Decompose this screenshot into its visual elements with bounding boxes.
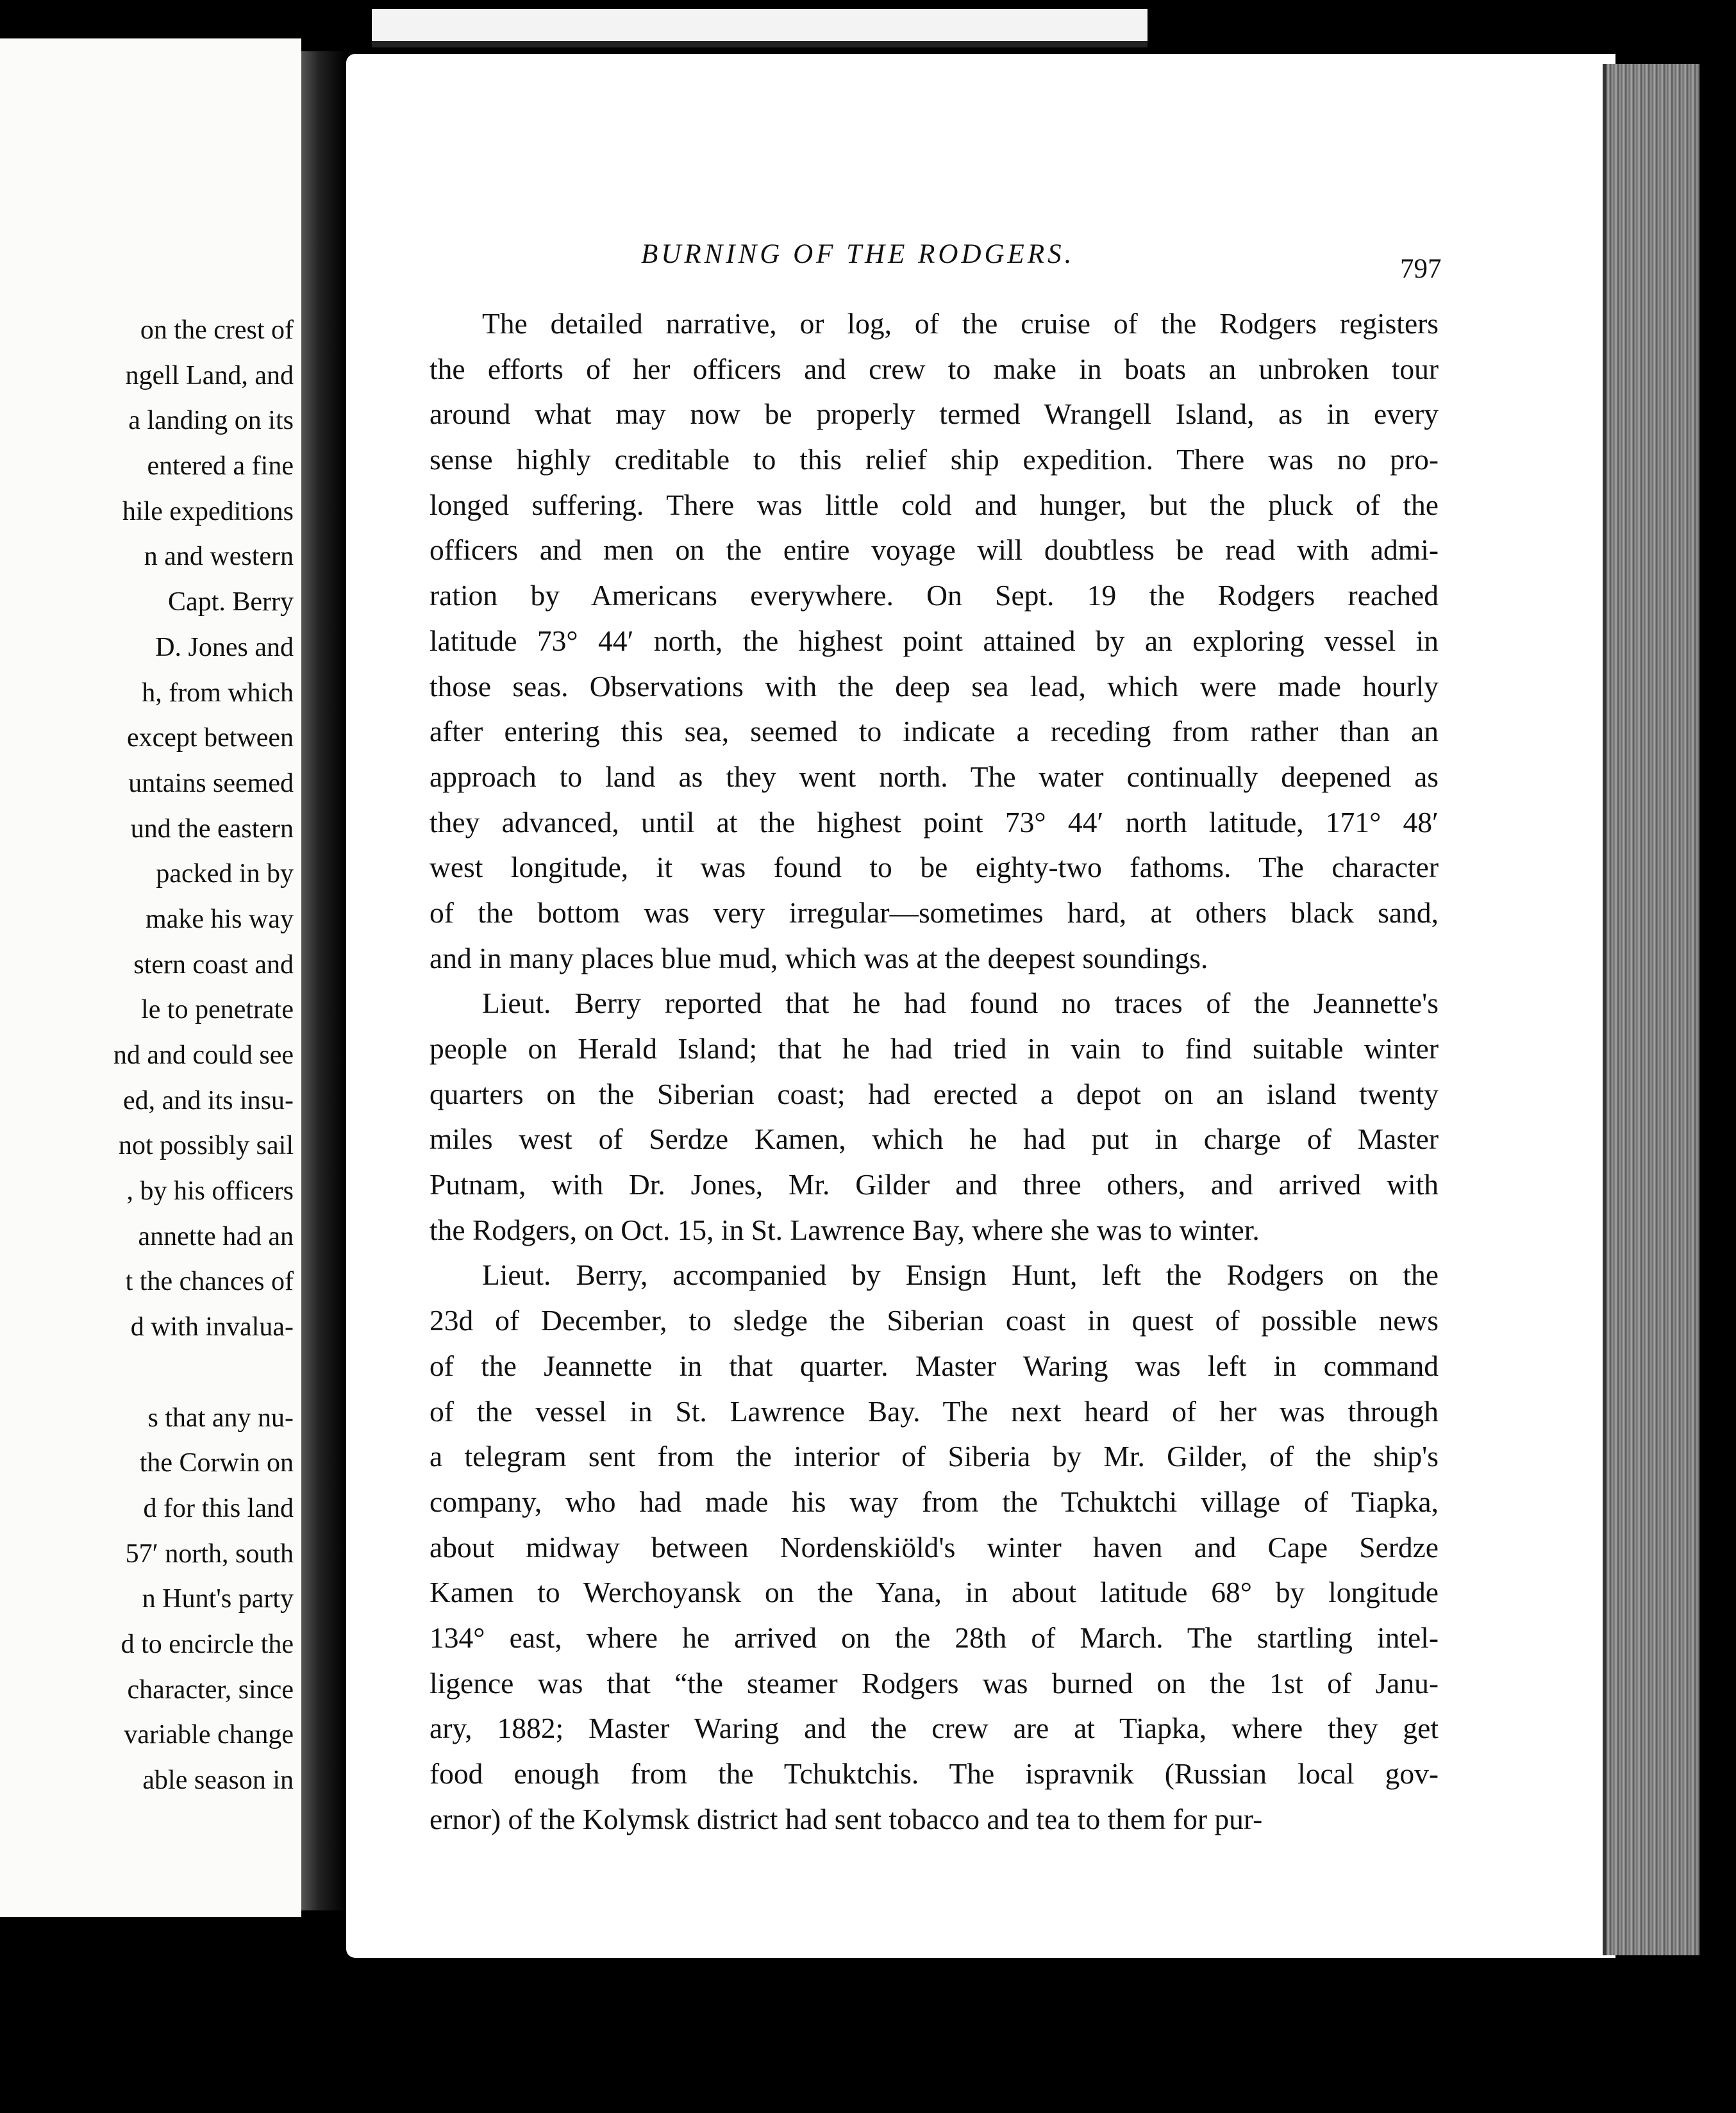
left-page-line: a landing on its xyxy=(128,406,294,436)
left-page-line: ngell Land, and xyxy=(125,360,294,390)
text-line: a telegram sent from the interior of Siberia by Mr. Gilder, of the ship's xyxy=(430,1440,1439,1473)
text-line: the Rodgers, on Oct. 15, in St. Lawrence Bay, where she was to winter. xyxy=(430,1213,1260,1246)
left-page-line: ed, and its insu- xyxy=(123,1085,294,1115)
running-head: BURNING OF THE RODGERS. xyxy=(641,239,1075,269)
left-page-line: nd and could see xyxy=(113,1040,294,1070)
fore-edge-page-stack xyxy=(1603,64,1699,1955)
left-page-line: , by his officers xyxy=(126,1176,294,1207)
left-facing-page xyxy=(0,38,301,1917)
text-line: ration by Americans everywhere. On Sept. 19 the Rodgers reached xyxy=(430,579,1439,612)
left-page-line: h, from which xyxy=(142,678,294,708)
text-line: ernor) of the Kolymsk district had sent tobacco and tea to them for pur- xyxy=(430,1802,1263,1835)
left-page-line: hile expeditions xyxy=(122,496,294,526)
text-line: latitude 73° 44′ north, the highest point attained by an exploring vessel in xyxy=(430,624,1439,657)
left-page-line: t the chances of xyxy=(125,1267,294,1297)
text-line: The detailed narrative, or log, of the cruise of the Rodgers registers xyxy=(482,307,1439,340)
page-number: 797 xyxy=(1400,254,1442,284)
body-text xyxy=(430,301,1439,1842)
text-line: Lieut. Berry, accompanied by Ensign Hunt, left the Rodgers on the xyxy=(482,1258,1439,1292)
left-page-line: d with invalua- xyxy=(130,1312,294,1342)
text-line: longed suffering. There was little cold and hunger, but the pluck of the xyxy=(430,488,1439,521)
left-page-line: character, since xyxy=(127,1675,294,1705)
left-page-text-fragments xyxy=(12,308,294,1803)
text-line: about midway between Nordenskiöld's winter haven and Cape Serdze xyxy=(430,1530,1439,1564)
text-line: Putnam, with Dr. Jones, Mr. Gilder and three others, and arrived with xyxy=(430,1168,1439,1201)
page-top-strip xyxy=(372,9,1148,47)
left-page-line: le to penetrate xyxy=(141,995,294,1025)
text-line: ligence was that “the steamer Rodgers was burned on the 1st of Janu- xyxy=(430,1666,1439,1700)
left-page-line: s that any nu- xyxy=(147,1403,294,1433)
text-line: sense highly creditable to this relief ship expedition. There was no pro- xyxy=(430,443,1439,476)
left-page-line: not possibly sail xyxy=(118,1131,294,1161)
text-line: miles west of Serdze Kamen, which he had put in charge of Master xyxy=(430,1123,1439,1156)
text-line: food enough from the Tchuktchis. The ispravnik (Russian local gov- xyxy=(430,1757,1439,1790)
left-page-line: 57′ north, south xyxy=(125,1539,294,1569)
text-line: Kamen to Werchoyansk on the Yana, in about latitude 68° by longitude xyxy=(430,1576,1439,1609)
text-line: company, who had made his way from the Tchuktchi village of Tiapka, xyxy=(430,1485,1439,1518)
left-page-line: except between xyxy=(126,723,294,753)
left-page-line: variable change xyxy=(124,1720,294,1750)
text-line: people on Herald Island; that he had tried in vain to find suitable winter xyxy=(430,1032,1439,1065)
text-line: quarters on the Siberian coast; had erected a depot on an island twenty xyxy=(430,1077,1439,1110)
left-page-line: n and western xyxy=(144,542,294,572)
left-page-line xyxy=(12,1350,294,1396)
text-line: of the Jeannette in that quarter. Master Waring was left in command xyxy=(430,1349,1439,1382)
text-line: officers and men on the entire voyage will doubtless be read with admi- xyxy=(430,533,1439,567)
text-line: approach to land as they went north. The water continually deepened as xyxy=(430,760,1439,793)
left-page-line: entered a fine xyxy=(147,451,294,481)
text-line: and in many places blue mud, which was at the deepest soundings. xyxy=(430,941,1208,974)
left-page-line: D. Jones and xyxy=(155,632,294,662)
text-line: 23d of December, to sledge the Siberian coast in quest of possible news xyxy=(430,1304,1439,1337)
left-page-line: n Hunt's party xyxy=(142,1584,294,1614)
left-page-line: the Corwin on xyxy=(139,1448,294,1478)
book-gutter xyxy=(301,51,346,1910)
left-page-line: on the crest of xyxy=(140,315,294,345)
paragraph xyxy=(430,981,1439,1253)
text-line: 134° east, where he arrived on the 28th of March. The startling intel- xyxy=(430,1621,1439,1654)
text-line: they advanced, until at the highest point 73° 44′ north latitude, 171° 48′ xyxy=(430,805,1439,839)
left-page-line: und the eastern xyxy=(130,814,294,844)
text-line: of the vessel in St. Lawrence Bay. The next heard of her was through xyxy=(430,1394,1439,1428)
paragraph xyxy=(430,1253,1439,1842)
text-line: the efforts of her officers and crew to make in boats an unbroken tour xyxy=(430,352,1439,385)
left-page-line: able season in xyxy=(142,1766,294,1795)
left-page-line: annette had an xyxy=(138,1221,294,1251)
text-line: around what may now be properly termed Wrangell Island, as in every xyxy=(430,397,1439,431)
left-page-line: untains seemed xyxy=(128,768,294,798)
paragraph xyxy=(430,301,1439,981)
text-line: west longitude, it was found to be eighty-two fathoms. The character xyxy=(430,851,1439,884)
text-line: Lieut. Berry reported that he had found no traces of the Jeannette's xyxy=(482,987,1439,1020)
left-page-line: packed in by xyxy=(156,859,294,889)
text-line: of the bottom was very irregular—sometimes hard, at others black sand, xyxy=(430,896,1439,929)
left-page-line: d to encircle the xyxy=(121,1629,294,1659)
left-page-line: d for this land xyxy=(143,1493,294,1523)
text-line: after entering this sea, seemed to indicate a receding from rather than an xyxy=(430,715,1439,748)
left-page-line: Capt. Berry xyxy=(168,587,294,617)
left-page-line: make his way xyxy=(146,904,294,934)
text-line: ary, 1882; Master Waring and the crew are at Tiapka, where they get xyxy=(430,1712,1439,1745)
left-page-line: stern coast and xyxy=(133,949,294,980)
text-line: those seas. Observations with the deep sea lead, which were made hourly xyxy=(430,669,1439,703)
